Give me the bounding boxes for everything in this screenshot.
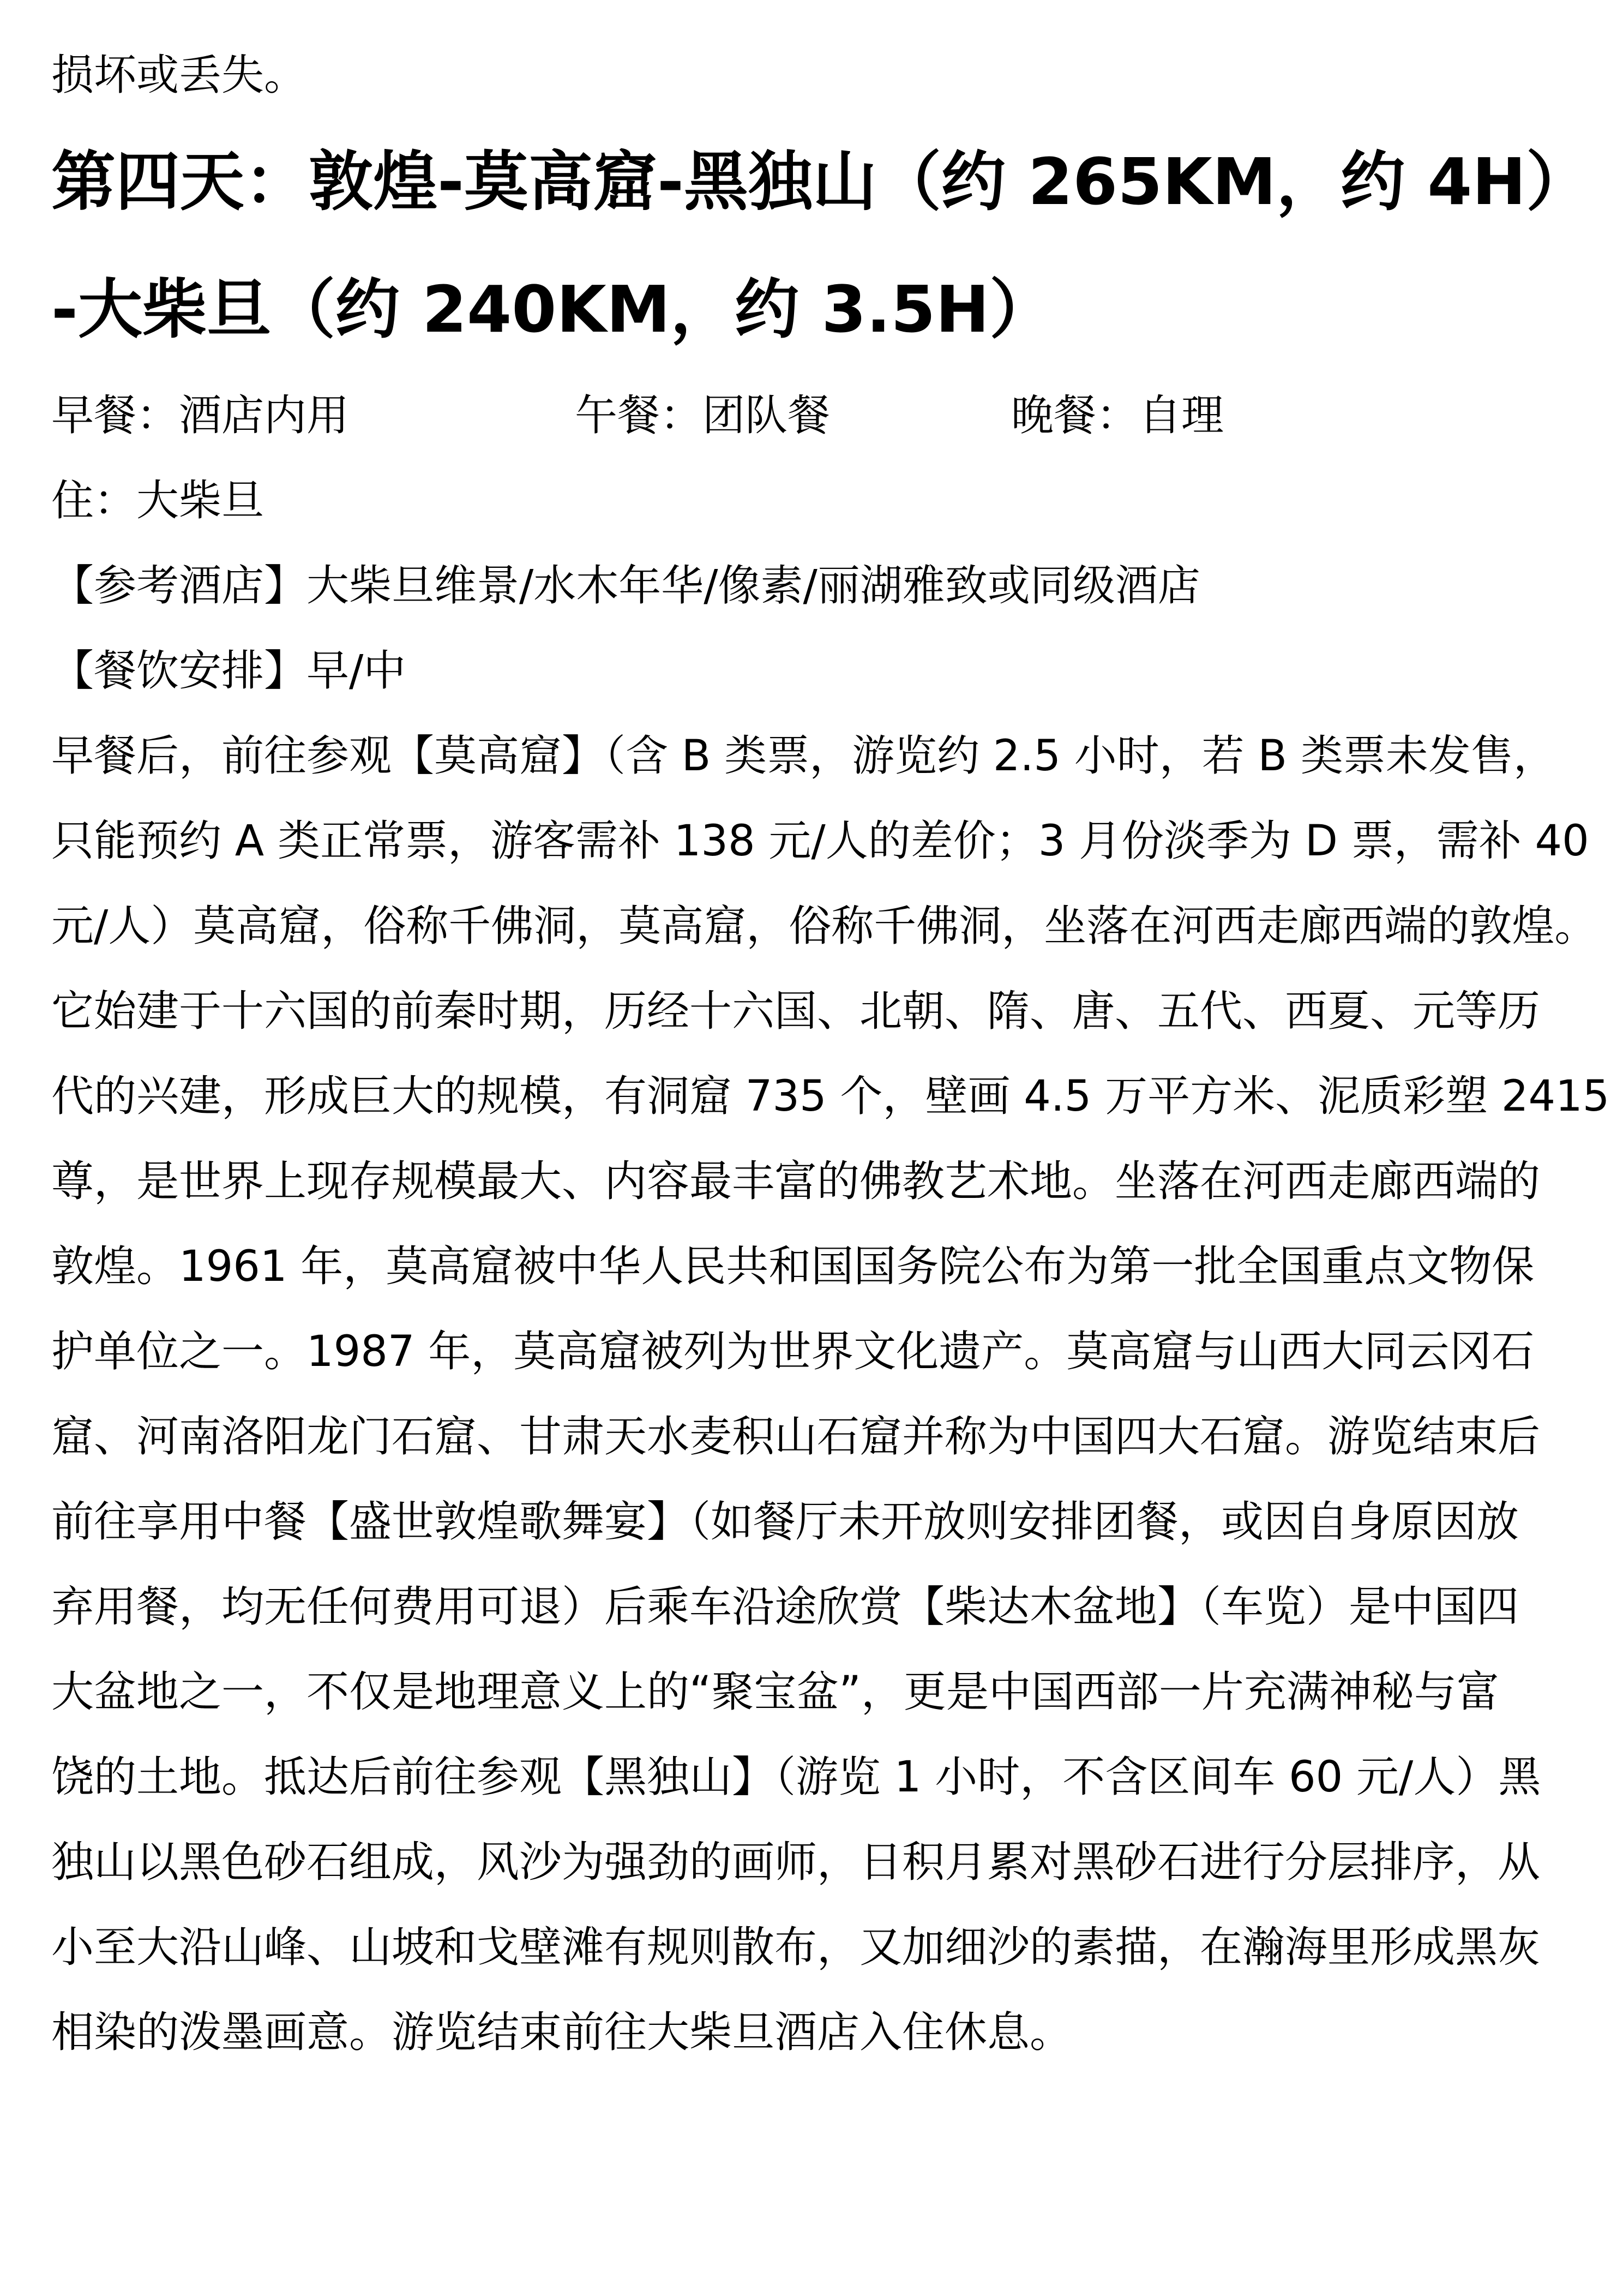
hotel-reference: 【参考酒店】大柴旦维景/水木年华/像素/丽湖雅致或同级酒店 xyxy=(51,561,1200,610)
description-line: 大盆地之一，不仅是地理意义上的“聚宝盆”，更是中国西部一片充满神秘与富 xyxy=(51,1668,1499,1717)
description-line: 小至大沿山峰、山坡和戈壁滩有规则散布，又加细沙的素描，在瀚海里形成黑灰 xyxy=(51,1923,1541,1972)
description-line: 护单位之一。1987 年，莫高窟被列为世界文化遗产。莫高窟与山西大同云冈石 xyxy=(51,1327,1535,1376)
itinerary-description xyxy=(51,714,1610,2075)
description-line: 只能预约 A 类正常票，游客需补 138 元/人的差价；3 月份淡季为 D 票，需补 40 xyxy=(51,817,1589,866)
document-page xyxy=(51,33,1610,2075)
meal-lunch: 午餐：团队餐 xyxy=(575,391,831,440)
description-line: 前往享用中餐【盛世敦煌歌舞宴】（如餐厅未开放则安排团餐，或因自身原因放 xyxy=(51,1497,1519,1546)
description-line: 早餐后，前往参观【莫高窟】（含 B 类票，游览约 2.5 小时，若 B 类票未发售， xyxy=(51,732,1556,781)
meals-row xyxy=(51,373,1578,458)
description-line: 饶的土地。抵达后前往参观【黑独山】（游览 1 小时，不含区间车 60 元/人）黑 xyxy=(51,1753,1541,1802)
description-line: 弃用餐，均无任何费用可退）后乘车沿途欣赏【柴达木盆地】（车览）是中国四 xyxy=(51,1582,1519,1632)
description-line: 代的兴建，形成巨大的规模，有洞窟 735 个，壁画 4.5 万平方米、泥质彩塑 2415 xyxy=(51,1072,1610,1121)
description-line: 元/人）莫高窟，俗称千佛洞，莫高窟，俗称千佛洞，坐落在河西走廊西端的敦煌。 xyxy=(51,902,1597,951)
description-line: 独山以黑色砂石组成，风沙为强劲的画师，日积月累对黑砂石进行分层排序，从 xyxy=(51,1838,1541,1887)
description-line: 它始建于十六国的前秦时期，历经十六国、北朝、隋、唐、五代、西夏、元等历 xyxy=(51,987,1541,1036)
description-line: 窟、河南洛阳龙门石窟、甘肃天水麦积山石窟并称为中国四大石窟。游览结束后 xyxy=(51,1412,1541,1461)
meal-breakfast: 早餐：酒店内用 xyxy=(51,391,350,440)
stay-line: 住：大柴旦 xyxy=(51,476,265,525)
description-line: 相染的泼墨画意。游览结束前往大柴旦酒店入住休息。 xyxy=(51,2008,1073,2057)
meal-dinner: 晚餐：自理 xyxy=(1011,391,1224,440)
description-line: 敦煌。1961 年，莫高窟被中华人民共和国国务院公布为第一批全国重点文物保 xyxy=(51,1242,1535,1291)
day-title-line-2: -大柴旦（约 240KM，约 3.5H） xyxy=(51,272,1054,347)
dining-arrangement: 【餐饮安排】早/中 xyxy=(51,646,406,696)
intro-line: 损坏或丢失。 xyxy=(51,51,307,100)
day-title-line-1: 第四天：敦煌-莫高窟-黑独山（约 265KM，约 4H） xyxy=(51,144,1591,219)
description-line: 尊，是世界上现存规模最大、内容最丰富的佛教艺术地。坐落在河西走廊西端的 xyxy=(51,1157,1541,1206)
